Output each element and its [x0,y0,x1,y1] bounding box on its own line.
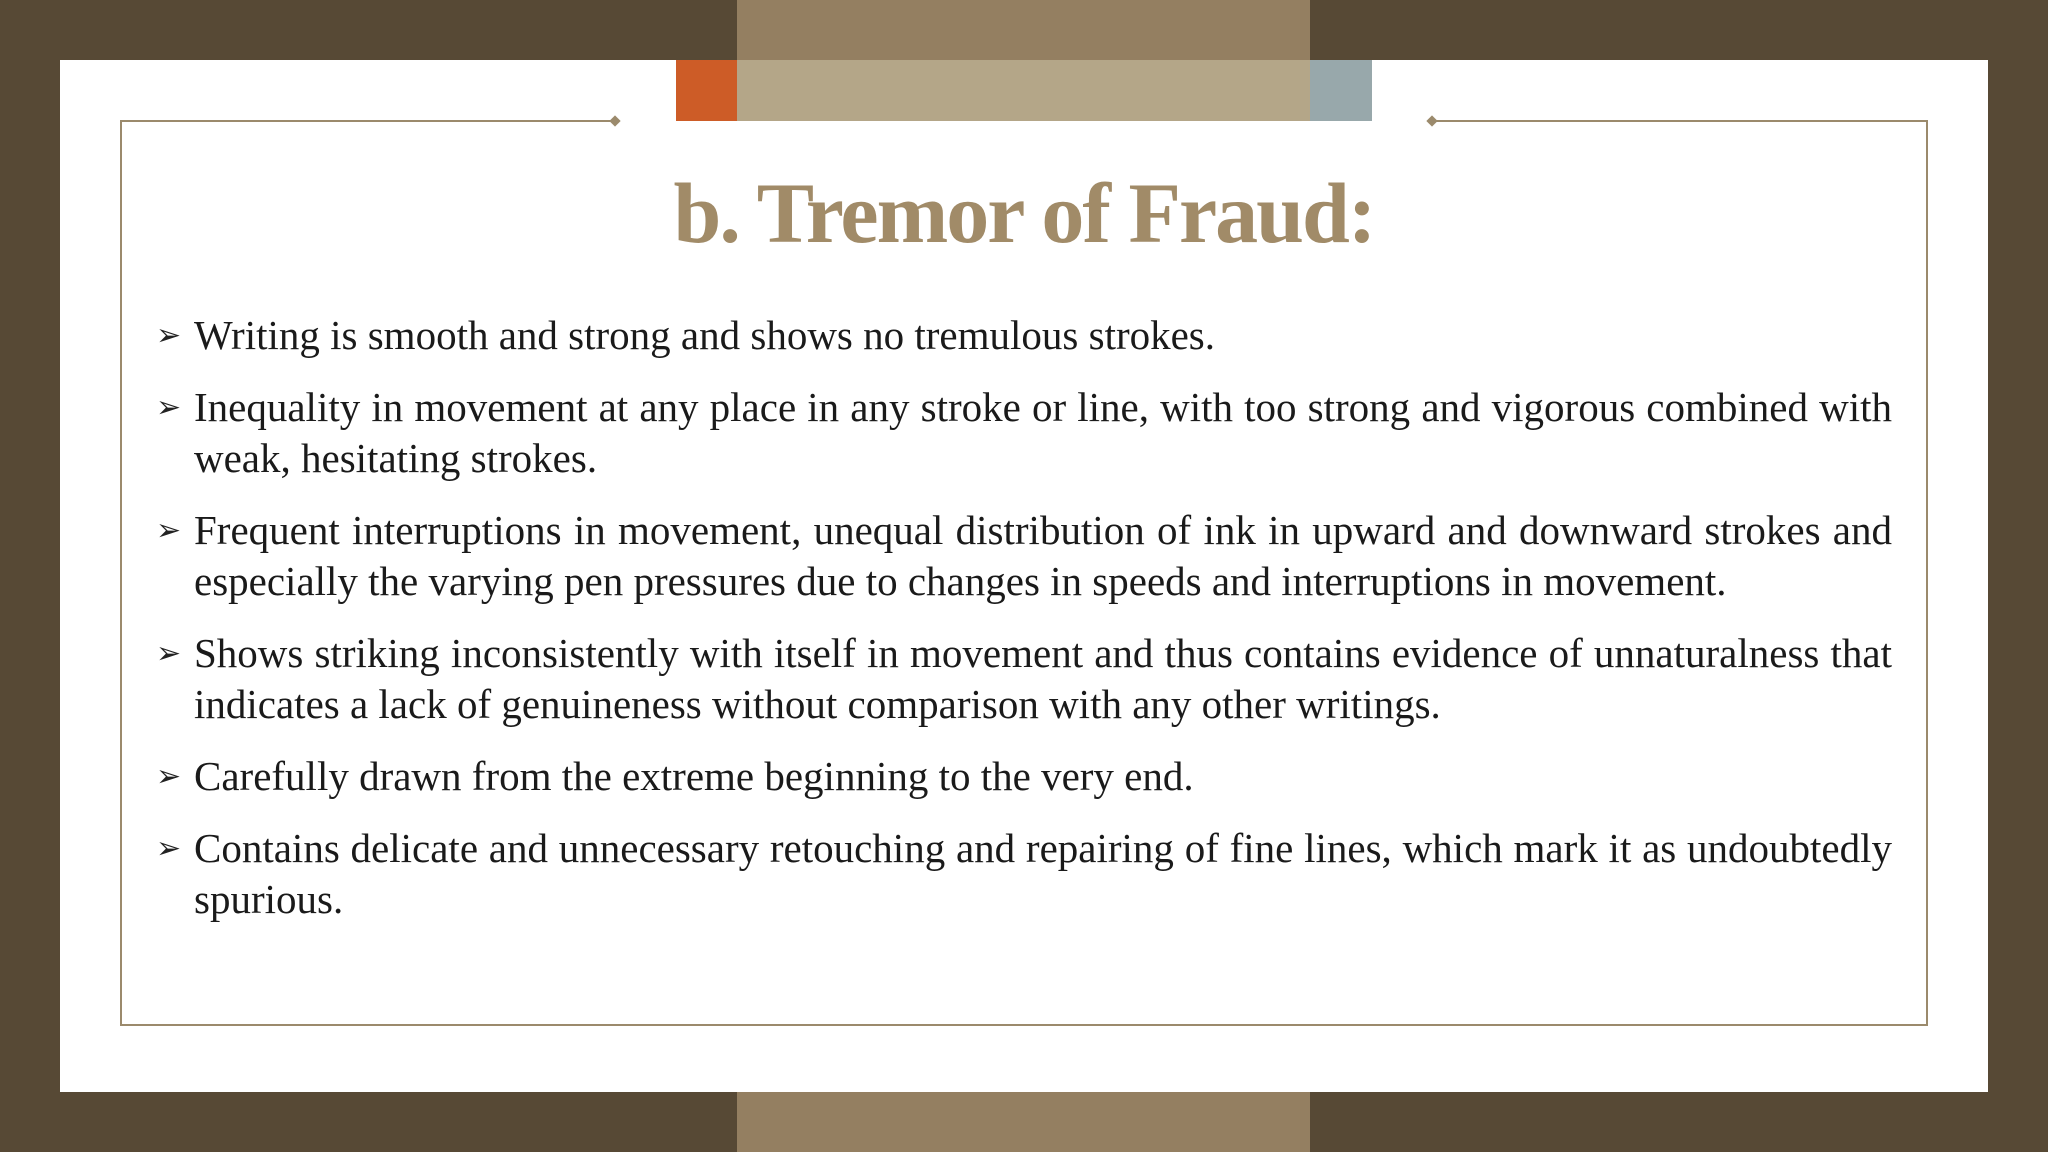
bullet-item [156,310,1892,361]
frame-top-right-line [1432,120,1928,122]
arrowhead-bullet-icon: ➢ [156,831,182,866]
top-decor-band [737,0,1310,60]
frame-top-left-line [120,120,615,122]
bullet-item [156,628,1892,730]
arrowhead-bullet-icon: ➢ [156,390,182,425]
slide-title: b. Tremor of Fraud: [673,165,1375,261]
bullet-text: Frequent interruptions in movement, unequal distribution of ink in upward and downward strokes and especially the varying pen pressures due to changes in speeds and interruptions in movement. [194,507,1892,604]
bullet-item [156,751,1892,802]
bullet-text: Shows striking inconsistently with itself in movement and thus contains evidence of unnaturalness that indicates a lack of genuineness without comparison with any other writings. [194,630,1892,727]
accent-block-tan [737,60,1310,121]
bullet-item [156,382,1892,484]
bullet-text: Carefully drawn from the extreme beginning to the very end. [194,753,1194,799]
bottom-decor-band [737,1092,1310,1152]
arrowhead-bullet-icon: ➢ [156,513,182,548]
bullet-text: Contains delicate and unnecessary retouching and repairing of fine lines, which mark it as undoubtedly spurious. [194,825,1892,922]
frame-bottom-line [120,1024,1928,1026]
arrowhead-bullet-icon: ➢ [156,636,182,671]
arrowhead-bullet-icon: ➢ [156,759,182,794]
bullet-list [156,310,1892,946]
accent-block-orange [676,60,737,121]
bullet-item [156,505,1892,607]
arrowhead-bullet-icon: ➢ [156,318,182,353]
bullet-text: Inequality in movement at any place in any stroke or line, with too strong and vigorous combined with weak, hesitating strokes. [194,384,1892,481]
frame-right-line [1926,120,1928,1026]
bullet-item [156,823,1892,925]
accent-block-blue [1310,60,1372,121]
bullet-text: Writing is smooth and strong and shows no tremulous strokes. [194,312,1216,358]
